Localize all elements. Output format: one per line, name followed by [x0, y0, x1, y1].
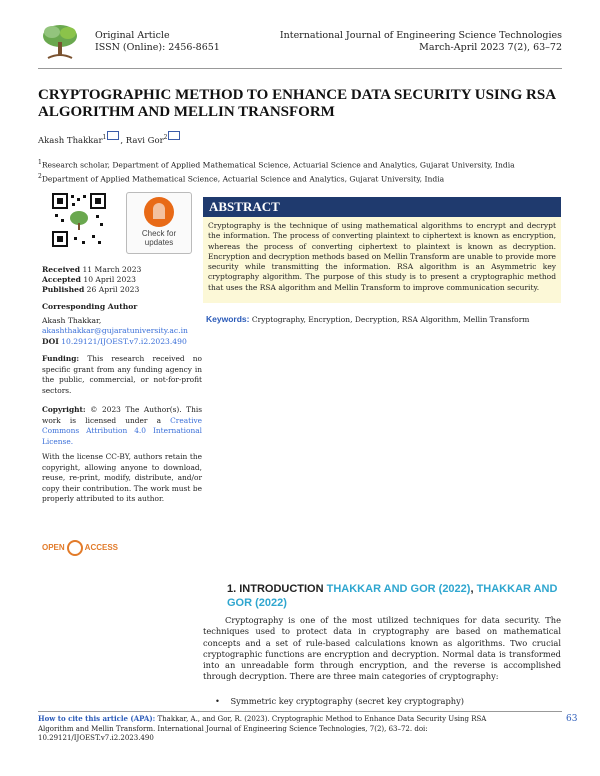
license-link[interactable]: Creative Commons Attribution 4.0 International License.	[42, 415, 202, 446]
funding-statement: Funding: This research received no specific grant from any funding agency in the public, commercial, or not-for-profit sectors.	[42, 354, 202, 395]
header-right	[280, 30, 562, 54]
intro-paragraph: Cryptography is one of the most utilized techniques for data security. The techniques used to protect data in cryptography are based on mathematical concepts and a set of rule-based calculations known as algorithms. Two crucial cryptographic functions are encryption and decryption. Normal data is transformed into an unreadable form through encryption, and the reverse is accomplished through decryption. There are three main categories of cryptography:	[203, 615, 561, 682]
author-separator: ,	[120, 136, 126, 146]
author-list	[38, 134, 181, 146]
bookmark-icon	[144, 197, 174, 227]
abstract-body: Cryptography is the technique of using mathematical algorithms to encrypt and decrypt the information. The process of converting plaintext to ciphertext is known as encryption, whereas the process of converting ciphertext to plaintext is known as decryption. Encryption and decryption methods based on Mellin Transform are unable to provide more security while transmitting the information. RSA algorithm is an Asymmetric key cryptography algorithm. The purpose of this study is to present a cryptographic method that uses the RSA algorithm and Mellin Transform to improve communication security.	[203, 217, 561, 303]
doi-line: DOI 10.29121/IJOEST.v7.i2.2023.490	[42, 336, 187, 346]
affiliations	[38, 157, 515, 184]
keywords-text: Cryptography, Encryption, Decryption, RSA Algorithm, Mellin Transform	[251, 315, 530, 324]
affiliation: $^1$Research scholar, Department of Applied Mathematical Science, Actuarial Science and Analytics, Gujarat University, India	[38, 159, 515, 170]
bullet-icon: •	[215, 696, 220, 706]
affiliation: $^2$Department of Applied Mathematical Science, Actuarial Science and Analytics, Gujarat University, India	[38, 172, 445, 184]
author-sup: 2	[163, 134, 168, 142]
article-type: Original Article	[95, 30, 170, 41]
qr-code-icon[interactable]	[52, 193, 106, 247]
journal-logo	[38, 22, 82, 64]
corresponding-name: Akash Thakkar,	[42, 315, 102, 325]
copyright-statement: Copyright: © 2023 The Author(s). This work is licensed under a Creative Commons Attribution 4.0 International License.	[42, 405, 202, 446]
header-left	[95, 30, 220, 54]
keywords-label: Keywords:	[206, 314, 250, 324]
corresponding-email-link[interactable]: akashthakkar@gujaratuniversity.ac.in	[42, 326, 188, 335]
email-icon[interactable]	[168, 131, 180, 140]
citation-link[interactable]: THAKKAR AND GOR (2022)	[326, 583, 471, 595]
license-note: With the license CC-BY, authors retain the copyright, allowing anyone to download, reuse, re-print, modify, distribute, and/or copy their contribution. The work must be properly attributed to its author.	[42, 452, 202, 503]
doi-link[interactable]: 10.29121/IJOEST.v7.i2.2023.490	[61, 336, 187, 346]
article-dates	[42, 265, 141, 295]
received-date: Received 11 March 2023	[42, 265, 142, 274]
page-number: 63	[566, 714, 578, 724]
check-for-updates-badge[interactable]	[126, 192, 192, 254]
abstract-heading: ABSTRACT	[203, 197, 561, 217]
accepted-date: Accepted 10 April 2023	[42, 275, 137, 284]
open-access-logo: OPEN ACCESS	[42, 540, 118, 556]
email-icon[interactable]	[107, 131, 119, 140]
published-date: Published 26 April 2023	[42, 285, 140, 294]
citation-link[interactable]: THAKKAR AND GOR (2022)	[227, 583, 558, 609]
section-heading: 1. INTRODUCTION THAKKAR AND GOR (2022), THAKKAR AND GOR (2022)	[227, 583, 558, 609]
corresponding-author	[42, 302, 202, 347]
header-divider	[38, 68, 562, 69]
corresponding-label: Corresponding Author	[42, 302, 138, 311]
open-lock-icon	[67, 540, 83, 556]
author-sup: 1	[102, 134, 107, 142]
article-title: CRYPTOGRAPHIC METHOD TO ENHANCE DATA SECURITY USING RSA ALGORITHM AND MELLIN TRANSFORM	[38, 87, 556, 120]
list-item: • Symmetric key cryptography (secret key cryptography)	[215, 696, 465, 706]
keywords	[206, 314, 561, 325]
issn: ISSN (Online): 2456-8651	[95, 42, 220, 53]
citation-label: How to cite this article (APA):	[38, 714, 156, 723]
citation-text: Thakkar, A., and Gor, R. (2023). Cryptographic Method to Enhance Data Security Using RSA Algorithm and Mellin Transform. International Journal of Engineering Science Technologies, 7(2), 63–72. doi: 10.29121/IJOEST.v7.i2.2023.490	[38, 715, 487, 743]
check-updates-label: Check for updates	[141, 229, 177, 247]
citation-footer	[38, 714, 508, 744]
footer-divider	[38, 711, 562, 712]
journal-name: International Journal of Engineering Science Technologies	[279, 30, 562, 41]
author-name: Ravi Gor	[125, 136, 164, 146]
issue-info: March-April 2023 7(2), 63–72	[419, 42, 562, 53]
author-name: Akash Thakkar	[38, 136, 103, 146]
